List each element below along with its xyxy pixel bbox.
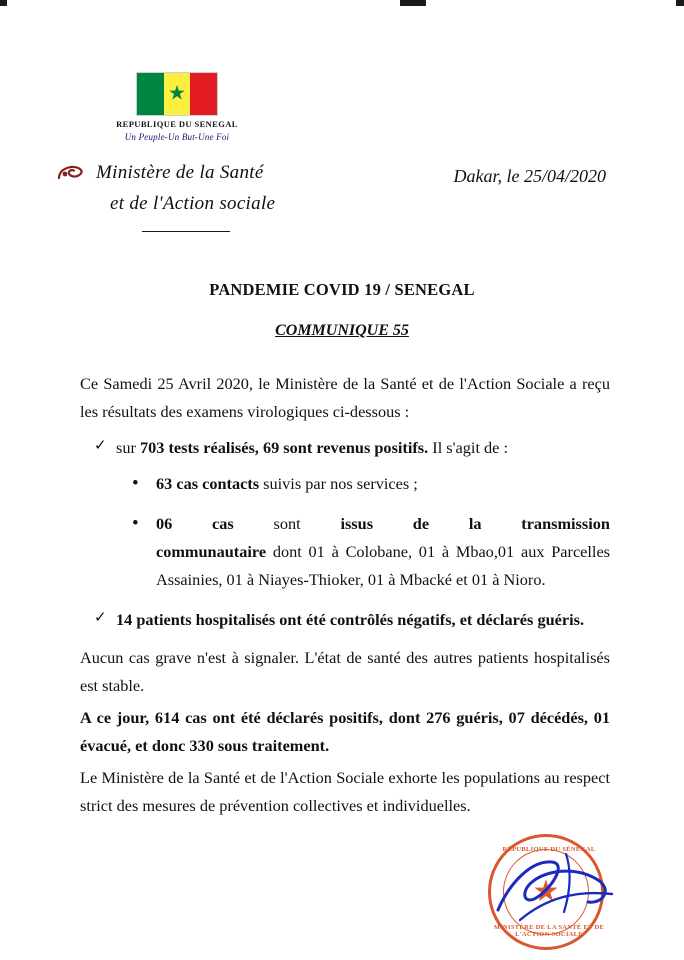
senegal-flag-icon <box>136 72 218 116</box>
community-word-6: transmission <box>521 514 610 534</box>
page-subtitle: COMMUNIQUE 55 <box>275 322 409 339</box>
official-stamp <box>488 834 604 950</box>
flag-band-yellow <box>164 73 191 115</box>
contact-cases-rest: suivis par nos services ; <box>259 474 418 494</box>
stamp-emblem-icon: ★ <box>532 875 560 908</box>
letterhead <box>0 6 684 256</box>
community-line-1 <box>156 510 610 538</box>
flag-star-icon: ★ <box>168 82 186 105</box>
community-word-5: la <box>468 514 482 534</box>
coat-of-arms-block <box>103 72 251 142</box>
status-paragraph: Aucun cas grave n'est à signaler. L'état de santé des autres patients hospitalisés est stable. <box>80 648 610 696</box>
bullet-bold-text: 703 tests réalisés, 69 sont revenus positifs. <box>139 438 429 458</box>
stamp-bottom-text: MINISTÈRE DE LA SANTÉ ET DE L'ACTION SOCIALE <box>493 924 605 938</box>
page-title: PANDEMIE COVID 19 / SENEGAL <box>209 280 475 299</box>
republic-motto: Un Peuple-Un But-Une Foi <box>124 132 230 142</box>
community-word-3: issus <box>340 514 374 534</box>
official-stamp-and-signature <box>480 832 640 950</box>
bullet-prefix: sur <box>116 438 140 458</box>
community-word-0: • 06 <box>156 514 173 534</box>
summary-bold: A ce jour, 614 cas ont été déclarés positifs, dont 276 guéris, 07 décédés, 01 évacué, et donc 330 sous traitement. <box>80 708 610 756</box>
list-item <box>80 606 610 634</box>
recovered-line-1: 14 patients hospitalisés ont été contrôlés négatifs, et déclarés <box>116 610 534 630</box>
ministry-block <box>56 161 386 232</box>
case-breakdown-list <box>80 470 610 594</box>
stamp-top-text: RÉPUBLIQUE DU SÉNÉGAL <box>502 846 596 853</box>
contact-cases-bold: 63 cas contacts <box>156 474 260 494</box>
date-line: Dakar, le 25/04/2020 <box>453 166 606 186</box>
ministry-title: Ministère de la Santé <box>96 162 264 183</box>
flag-band-green <box>137 73 164 115</box>
community-line-4: Mbacké et 01 à Nioro. <box>399 570 546 590</box>
document-body <box>80 370 610 820</box>
recovered-line-2: guéris. <box>537 610 585 630</box>
community-bold: communautaire <box>156 542 267 562</box>
summary-paragraph <box>80 704 610 760</box>
community-word-1: cas <box>212 514 234 534</box>
ministry-subtitle: et de l'Action sociale <box>110 193 276 214</box>
community-line-2 <box>156 542 514 561</box>
community-word-4: de <box>412 514 430 534</box>
flag-band-red <box>190 73 217 115</box>
republic-line: REPUBLIQUE DU SENEGAL <box>116 119 238 129</box>
list-item <box>80 470 610 498</box>
community-word-2: sont <box>273 514 301 534</box>
ministry-divider <box>142 231 230 232</box>
community-rest: dont 01 à Colobane, 01 à Mbao,01 <box>266 542 515 562</box>
closing-paragraph: Le Ministère de la Santé et de l'Action Sociale exhorte les populations au respect strict des mesures de prévention collectives et individuelles. <box>80 768 610 816</box>
results-list <box>80 434 610 462</box>
recovered-list <box>80 606 610 634</box>
intro-paragraph: Ce Samedi 25 Avril 2020, le Ministère de la Santé et de l'Action Sociale a reçu les résultats des examens virologiques ci-dessous : <box>80 374 610 422</box>
ministry-swirl-icon <box>56 161 86 185</box>
list-item <box>80 510 610 594</box>
document-page <box>0 6 684 960</box>
bullet-suffix: Il s'agit de : <box>428 438 509 458</box>
list-item <box>80 434 610 462</box>
community-line-3: aux Parcelles Assainies, 01 à Niayes-Thioker, 01 à <box>156 542 611 590</box>
